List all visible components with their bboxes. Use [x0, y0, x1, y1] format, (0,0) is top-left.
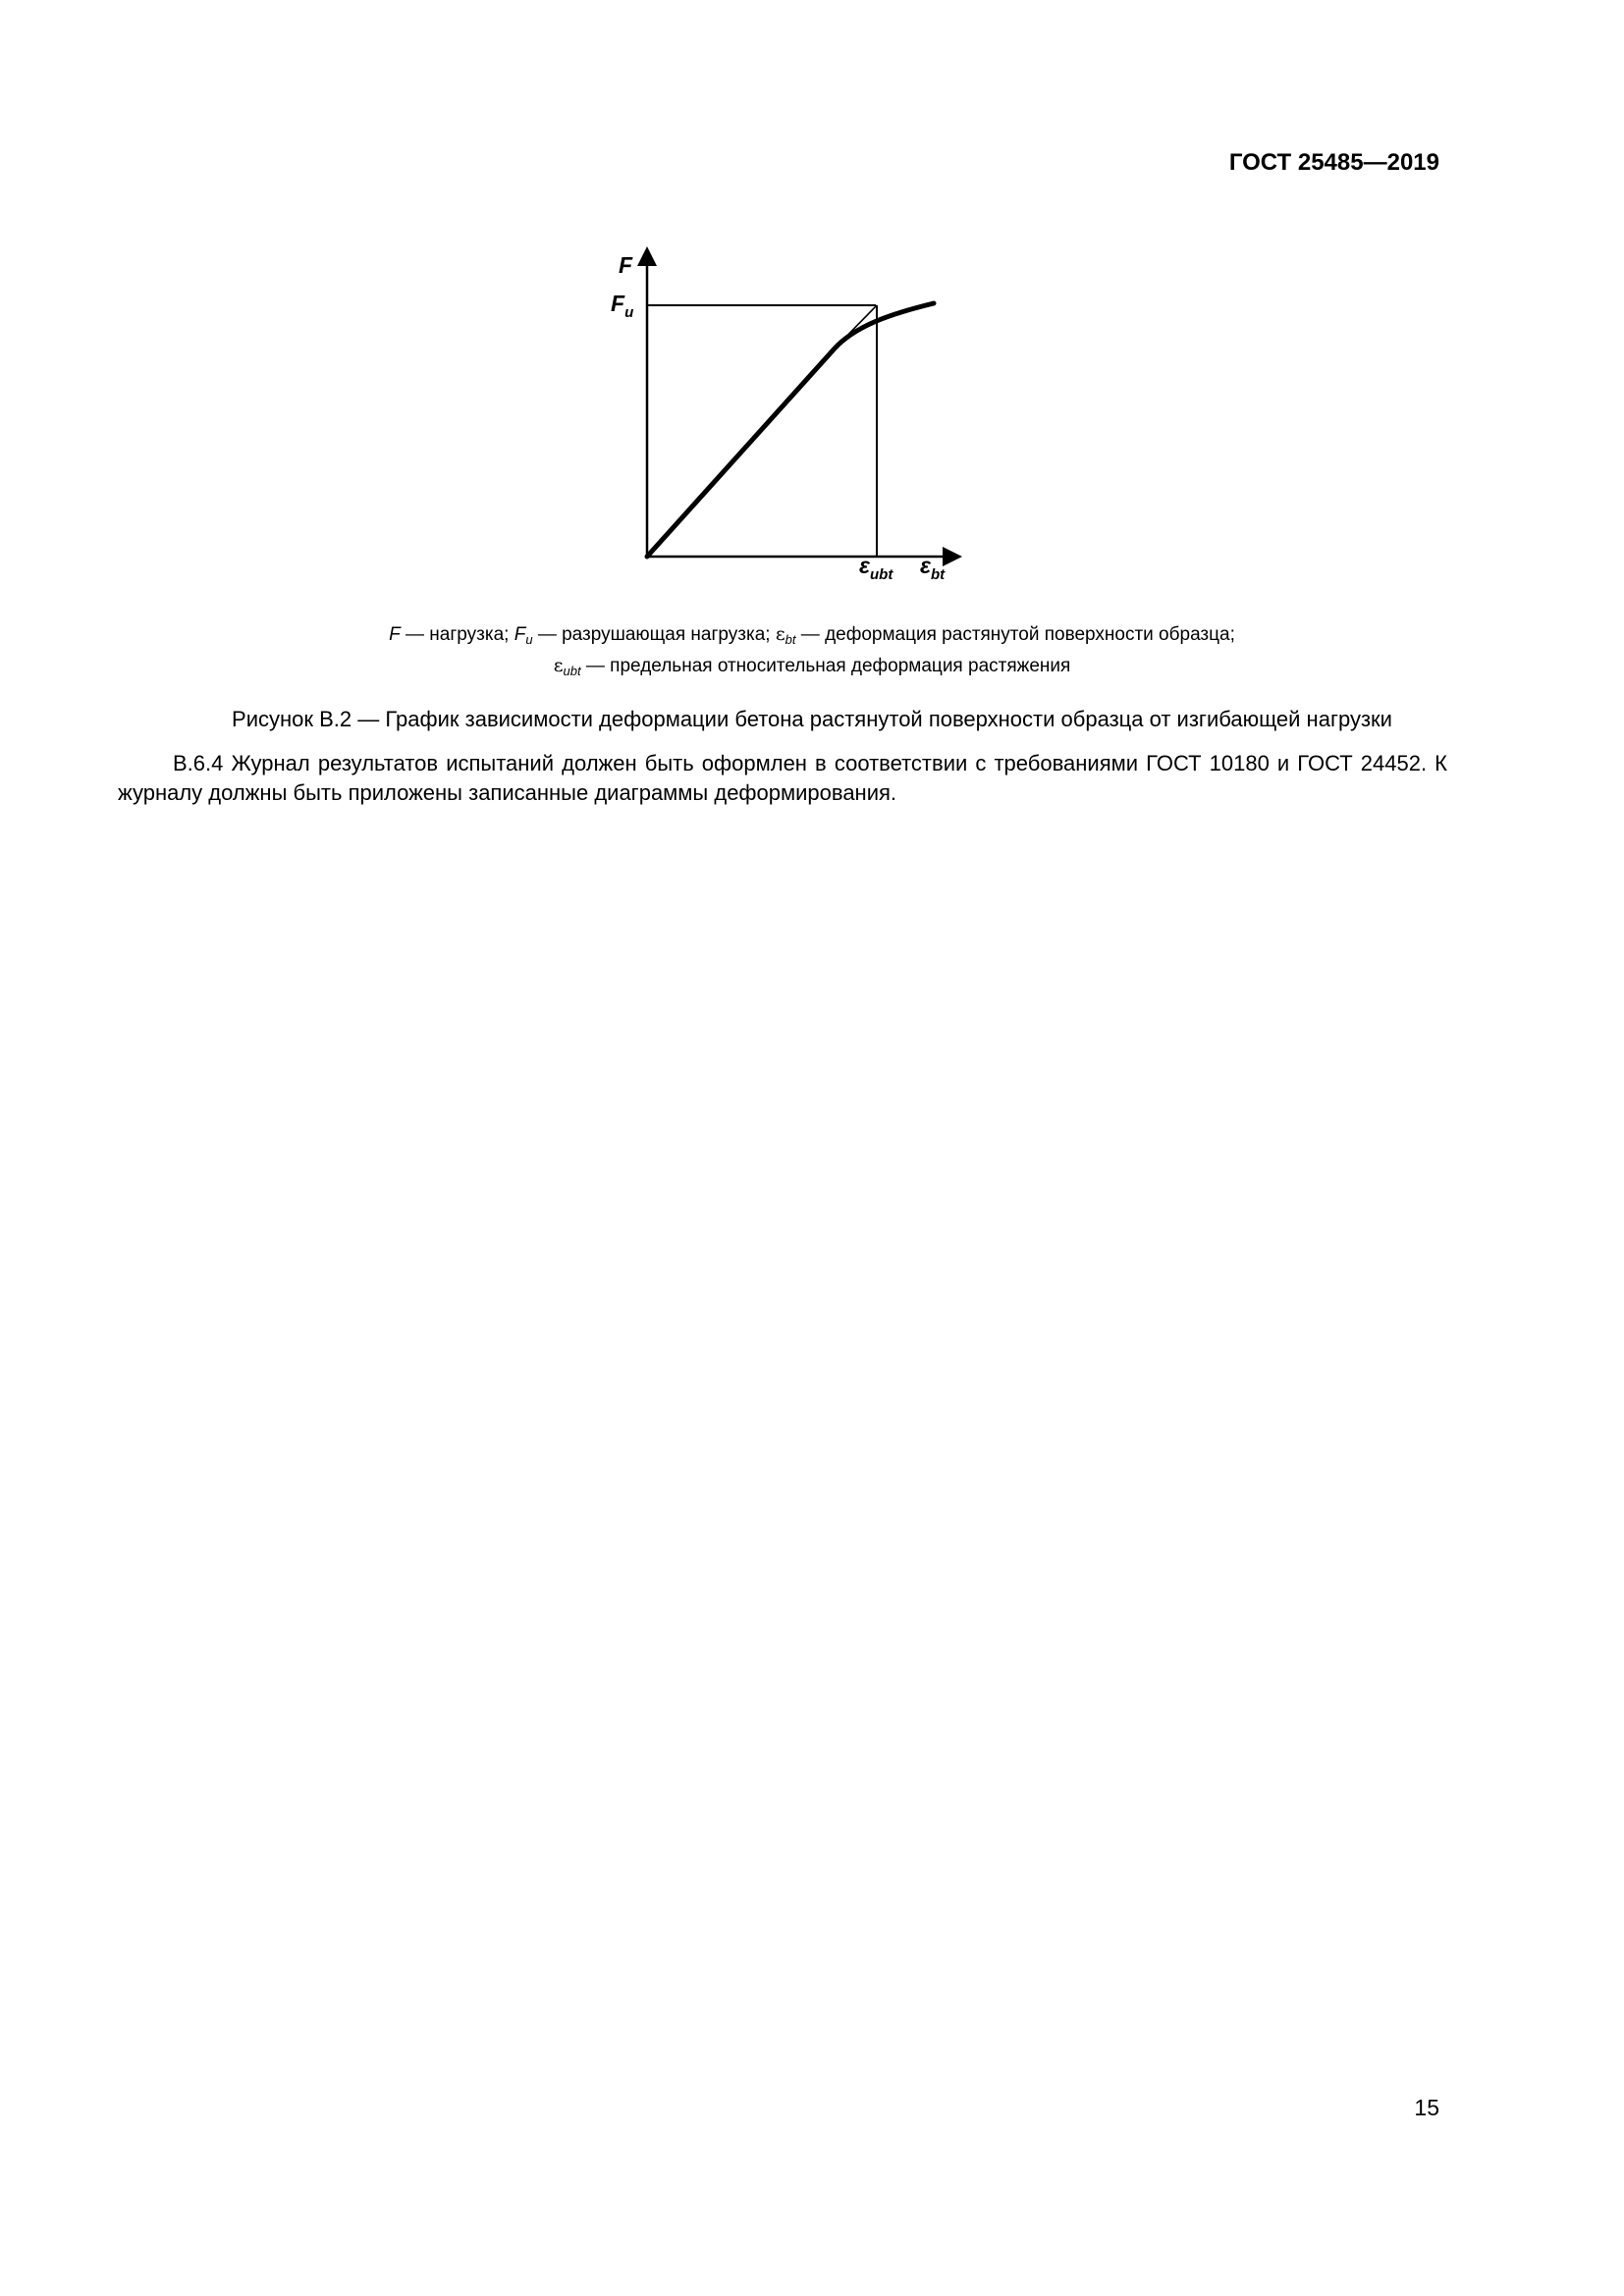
legend-line-2: $\varepsilon_{ubt}$ — предельная относительная деформация растяжения	[553, 655, 1071, 678]
fu-label: $F_u$	[611, 291, 634, 321]
figure-legend	[0, 621, 1624, 684]
document-standard-header: ГОСТ 25485—2019	[1228, 149, 1439, 176]
figure-caption: Рисунок В.2 — График зависимости деформации бетона растянутой поверхности образца от изгибающей нагрузки	[232, 707, 1392, 731]
load-deformation-curve	[647, 303, 934, 557]
body-paragraph: В.6.4 Журнал результатов испытаний должен быть оформлен в соответствии с требованиями ГОСТ 10180 и ГОСТ 24452. К журналу должны быть приложены записанные диаграммы деформирования.	[118, 751, 1447, 805]
bt-label: $\varepsilon_{bt}$	[920, 553, 946, 583]
page-number: 15	[1414, 2095, 1439, 2120]
y-axis-label: F	[619, 252, 633, 278]
ubt-label: $\varepsilon_{ubt}$	[859, 553, 893, 583]
load-deformation-figure	[569, 240, 982, 584]
legend-line-1: F — нагрузка; $F_u$ — разрушающая нагрузка; $\varepsilon_{bt}$ — деформация растянутой поверхности образца;	[389, 623, 1235, 647]
